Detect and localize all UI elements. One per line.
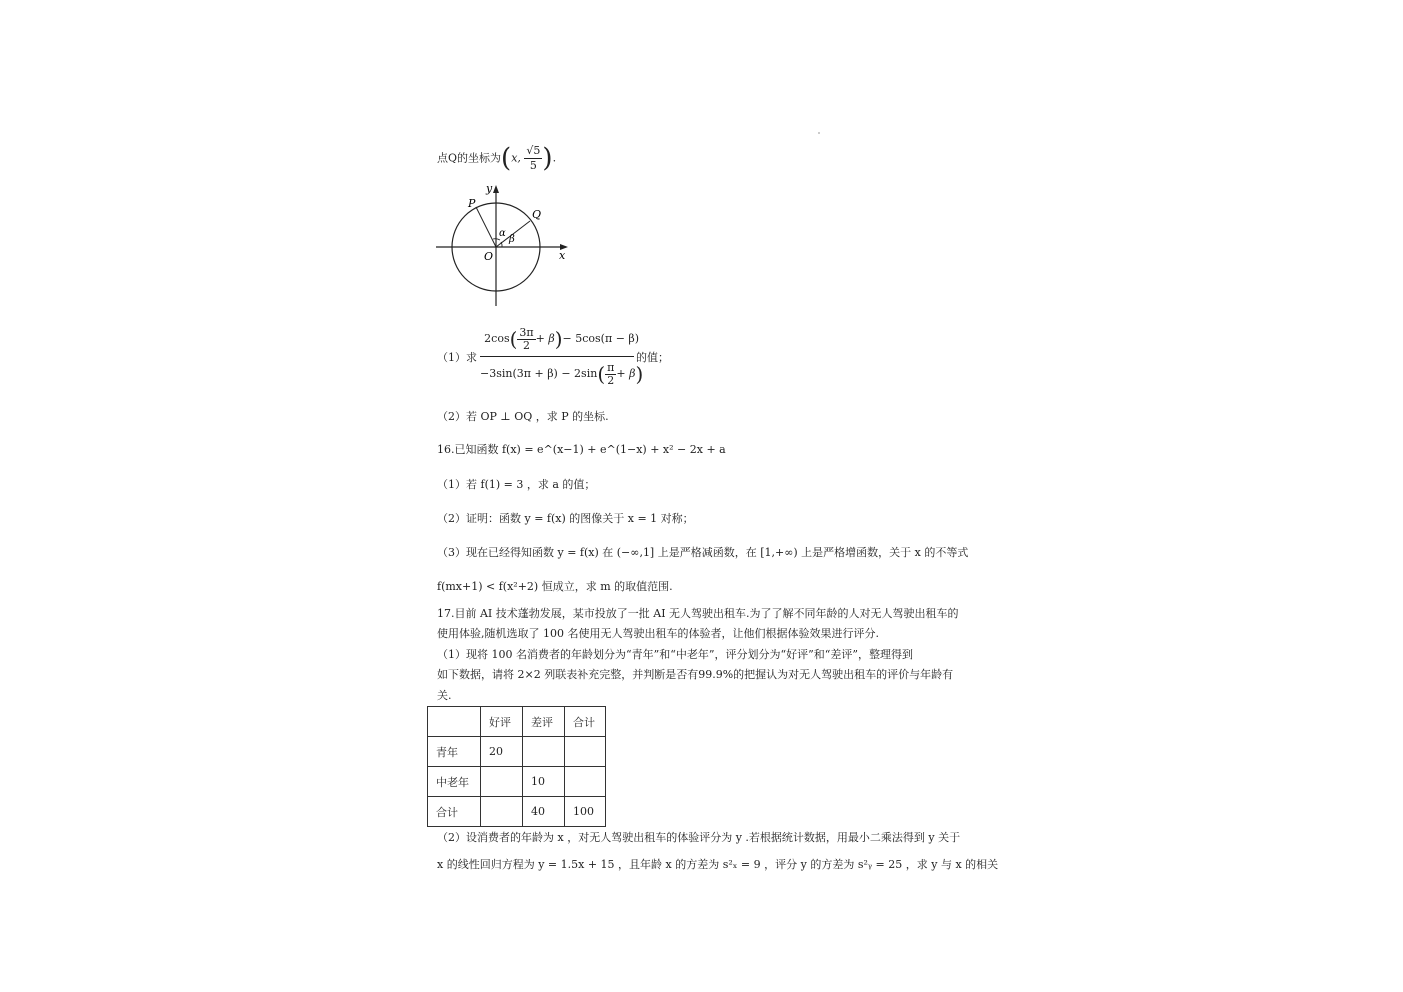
label-alpha: α <box>499 228 506 239</box>
table-cell: 40 <box>523 797 565 827</box>
unit-circle-diagram <box>430 178 580 310</box>
label-y: y <box>486 182 493 195</box>
problem17-line2: 使用体验,随机选取了 100 名使用无人驾驶出租车的体验者，让他们根据体验效果进行评分. <box>437 627 879 640</box>
den-a: −3sin(3π + β) − 2sin <box>480 367 598 380</box>
ray-op <box>476 207 496 247</box>
frac-num: √5 <box>526 144 541 157</box>
label-x: x <box>559 249 566 262</box>
problem17-part1-line2: 如下数据，请将 2×2 列联表补充完整，并判断是否有99.9%的把握认为对无人驾驶出租车的评价与年龄有 <box>437 668 954 681</box>
problem16-stem: 16.已知函数 f(x) = e^(x−1) + e^(1−x) + x² − 2x + a <box>437 443 726 456</box>
table-row <box>428 797 606 827</box>
table-cell: 10 <box>523 767 565 797</box>
label-o: O <box>484 250 494 263</box>
part1-suffix: 的值； <box>636 351 669 364</box>
table-row <box>428 767 606 797</box>
table-header-row <box>428 707 606 737</box>
table-cell <box>481 797 523 827</box>
part1-numerator: 2cos( $\frac{3\pi}{2}$ + β)− 5cos(π − β) <box>484 325 640 352</box>
table-cell: 中老年 <box>428 767 481 797</box>
table-cell <box>428 707 481 737</box>
period: . <box>552 151 557 165</box>
problem17-part2-line1: （2）设消费者的年龄为 x ，对无人驾驶出租车的体验评分为 y .若根据统计数据，用最小二乘法得到 y 关于 <box>437 831 961 844</box>
table-cell <box>565 737 606 767</box>
num-a: 2cos <box>484 332 510 345</box>
den-b: + β <box>616 367 636 380</box>
table-cell <box>523 737 565 767</box>
problem17-line1: 17.目前 AI 技术蓬勃发展，某市投放了一批 AI 无人驾驶出租车.为了了解不同年龄的人对无人驾驶出租车的 <box>437 607 959 620</box>
num-frac-num: 3π <box>519 325 534 339</box>
table-cell: 差评 <box>523 707 565 737</box>
label-beta: β <box>509 234 515 245</box>
table-cell <box>481 767 523 797</box>
table-cell: 合计 <box>565 707 606 737</box>
table-cell: 青年 <box>428 737 481 767</box>
problem16-part2: （2）证明：函数 y = f(x) 的图像关于 x = 1 对称； <box>437 512 694 525</box>
part1-denominator: −3sin(3π + β) − 2sin( $\frac{\pi}{2}$ + β) <box>480 360 644 387</box>
den-frac <box>605 362 616 387</box>
den-frac-den: 2 <box>607 373 615 387</box>
point-q-x: x, <box>511 151 521 165</box>
contingency-table <box>427 706 606 827</box>
num-c: − 5cos(π − β) <box>562 332 640 345</box>
label-q: Q <box>532 208 542 221</box>
table-cell: 20 <box>481 737 523 767</box>
scan-speck <box>818 132 820 134</box>
problem17-part2-line2: x 的线性回归方程为 y = 1.5x + 15 ，且年龄 x 的方差为 s²ₓ = 9 ，评分 y 的方差为 s²ᵧ = 25 ，求 y 与 x 的相关 <box>437 858 999 871</box>
y-axis-arrow <box>493 185 499 193</box>
label-p: P <box>468 197 476 210</box>
num-frac <box>517 327 535 352</box>
point-q-text: 点Q的坐标为 <box>437 151 502 165</box>
problem16-part3-line2: f(mx+1) < f(x²+2) 恒成立，求 m 的取值范围. <box>437 580 673 593</box>
part1-expression <box>480 322 643 391</box>
part1-prefix: （1）求 <box>437 351 477 364</box>
table-cell <box>565 767 606 797</box>
table-cell: 100 <box>565 797 606 827</box>
problem17-part1-line1: （1）现将 100 名消费者的年龄划分为“青年”和“中老年”，评分划分为“好评”和“差评”，整理得到 <box>437 648 913 661</box>
table-cell: 好评 <box>481 707 523 737</box>
point-q-line: 点Q的坐标为(x, $\frac{√5}{5}$ ). <box>437 143 557 174</box>
sqrt5-over-5 <box>524 144 542 173</box>
table-row <box>428 737 606 767</box>
problem16-part1: （1）若 f(1) = 3 ，求 a 的值； <box>437 478 596 491</box>
den-frac-num: π <box>607 360 615 374</box>
problem17-part1-line3: 关. <box>437 689 452 702</box>
part2-line: （2）若 OP ⊥ OQ ，求 P 的坐标. <box>437 410 609 423</box>
num-frac-den: 2 <box>523 338 531 352</box>
table-cell: 合计 <box>428 797 481 827</box>
problem16-part3-line1: （3）现在已经得知函数 y = f(x) 在 (−∞,1] 上是严格减函数，在 [1,+∞) 上是严格增函数，关于 x 的不等式 <box>437 546 969 559</box>
frac-den: 5 <box>529 159 537 172</box>
num-b: + β <box>535 332 555 345</box>
